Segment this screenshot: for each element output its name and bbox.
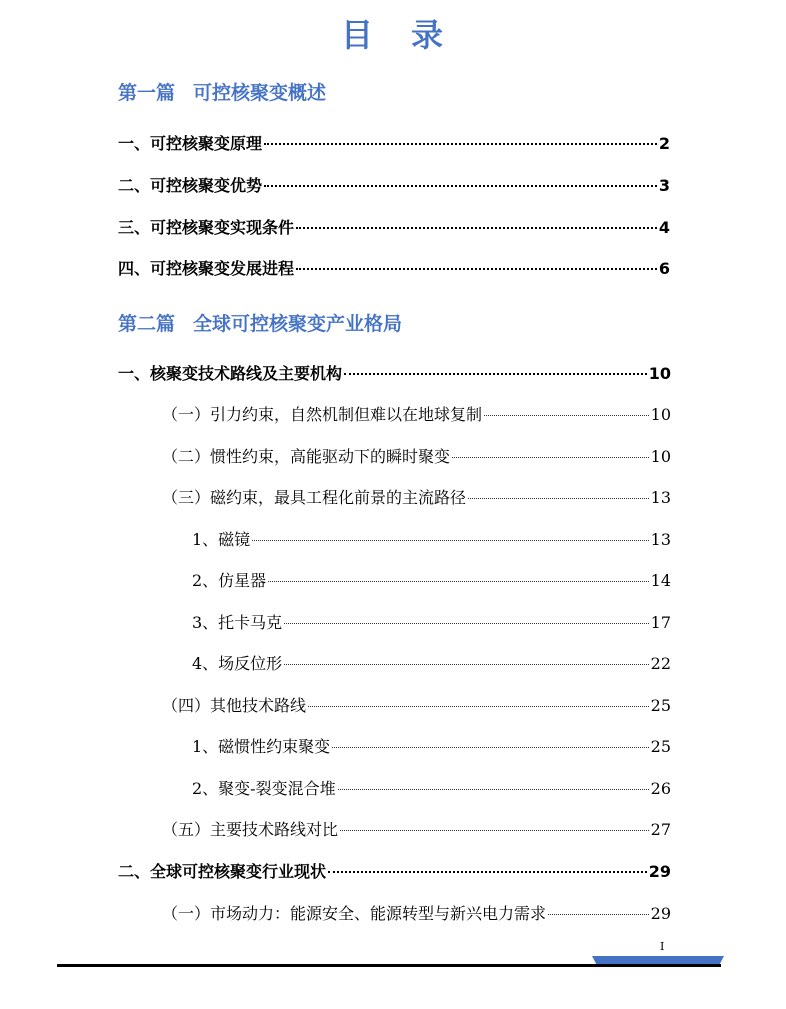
dot-leader: [328, 871, 647, 873]
dot-leader: [296, 268, 657, 270]
toc-entry-text: 三、可控核聚变实现条件: [118, 218, 295, 237]
dot-leader: [468, 498, 649, 499]
toc-title: [0, 10, 786, 54]
toc-entry-text: 二、全球可控核聚变行业现状: [118, 862, 327, 881]
footer-rule: [57, 964, 721, 967]
dot-leader: [284, 623, 648, 624]
toc-entry-page: 6: [658, 259, 670, 278]
toc-entry[interactable]: [192, 527, 671, 551]
dot-leader: [296, 227, 657, 229]
toc-entry-page: 14: [650, 571, 671, 590]
dot-leader: [332, 747, 648, 748]
toc-entry-page: 10: [650, 405, 671, 424]
dot-leader: [344, 373, 647, 375]
toc-entry-page: 25: [650, 737, 671, 756]
toc-entry-page: 3: [658, 176, 670, 195]
page-number: I: [660, 940, 665, 953]
toc-entry-page: 13: [650, 530, 671, 549]
toc-entry-text: （五）主要技术路线对比: [162, 820, 339, 839]
toc-entry-page: 17: [650, 613, 671, 632]
dot-leader: [284, 664, 648, 665]
toc-entry-page: 26: [650, 779, 671, 798]
toc-entry[interactable]: [162, 693, 671, 717]
toc-entry[interactable]: [118, 361, 671, 385]
dot-leader: [264, 143, 657, 145]
toc-entry-page: 29: [648, 862, 671, 881]
toc-entry-text: 2、仿星器: [192, 571, 267, 590]
part-heading[interactable]: [118, 78, 326, 105]
toc-entry-text: 1、磁镜: [192, 530, 251, 549]
toc-entry[interactable]: [118, 131, 670, 155]
toc-entry[interactable]: [162, 444, 671, 468]
toc-entry[interactable]: [162, 485, 671, 509]
toc-entry[interactable]: [162, 901, 671, 925]
part-heading[interactable]: [118, 309, 402, 336]
toc-entry-text: （三）磁约束，最具工程化前景的主流路径: [162, 488, 467, 507]
dot-leader: [548, 914, 649, 915]
dot-leader: [452, 457, 649, 458]
toc-entry-page: 10: [648, 364, 671, 383]
toc-entry-page: 4: [658, 218, 670, 237]
toc-entry-page: 27: [650, 820, 671, 839]
part-label: 第一篇: [118, 82, 176, 104]
toc-entry-page: 22: [650, 654, 671, 673]
toc-entry[interactable]: [162, 402, 671, 426]
toc-entry-page: 13: [650, 488, 671, 507]
dot-leader: [338, 789, 649, 790]
toc-entry-page: 25: [650, 696, 671, 715]
toc-entry-text: 3、托卡马克: [192, 613, 283, 632]
dot-leader: [252, 540, 648, 541]
toc-entry-text: 4、场反位形: [192, 654, 283, 673]
part-name: 全球可控核聚变产业格局: [193, 313, 403, 335]
dot-leader: [484, 415, 649, 416]
toc-entry-text: （二）惯性约束，高能驱动下的瞬时聚变: [162, 447, 451, 466]
dot-leader: [268, 581, 648, 582]
toc-entry-text: 一、核聚变技术路线及主要机构: [118, 364, 343, 383]
toc-entry-text: 二、可控核聚变优势: [118, 176, 263, 195]
toc-entry-text: 1、磁惯性约束聚变: [192, 737, 331, 756]
toc-entry[interactable]: [192, 568, 671, 592]
dot-leader: [264, 185, 657, 187]
toc-entry[interactable]: [192, 734, 671, 758]
toc-entry-text: 一、可控核聚变原理: [118, 134, 263, 153]
toc-entry[interactable]: [162, 817, 671, 841]
part-name: 可控核聚变概述: [193, 82, 327, 104]
dot-leader: [340, 830, 649, 831]
toc-entry[interactable]: [118, 859, 671, 883]
toc-entry-text: 四、可控核聚变发展进程: [118, 259, 295, 278]
toc-entry[interactable]: [192, 610, 671, 634]
dot-leader: [308, 706, 649, 707]
toc-entry-text: （四）其他技术路线: [162, 696, 307, 715]
toc-title-char: 录: [411, 16, 446, 54]
part-label: 第二篇: [118, 313, 176, 335]
toc-entry-page: 2: [658, 134, 670, 153]
toc-title-char: 目: [340, 16, 375, 54]
toc-entry-page: 29: [650, 904, 671, 923]
toc-entry[interactable]: [118, 173, 670, 197]
toc-entry[interactable]: [118, 256, 670, 280]
toc-entry-page: 10: [650, 447, 671, 466]
toc-entry-text: （一）市场动力：能源安全、能源转型与新兴电力需求: [162, 904, 547, 923]
toc-entry[interactable]: [192, 776, 671, 800]
toc-entry[interactable]: [192, 651, 671, 675]
toc-entry[interactable]: [118, 215, 670, 239]
toc-entry-text: （一）引力约束，自然机制但难以在地球复制: [162, 405, 483, 424]
toc-entry-text: 2、聚变-裂变混合堆: [192, 779, 336, 798]
